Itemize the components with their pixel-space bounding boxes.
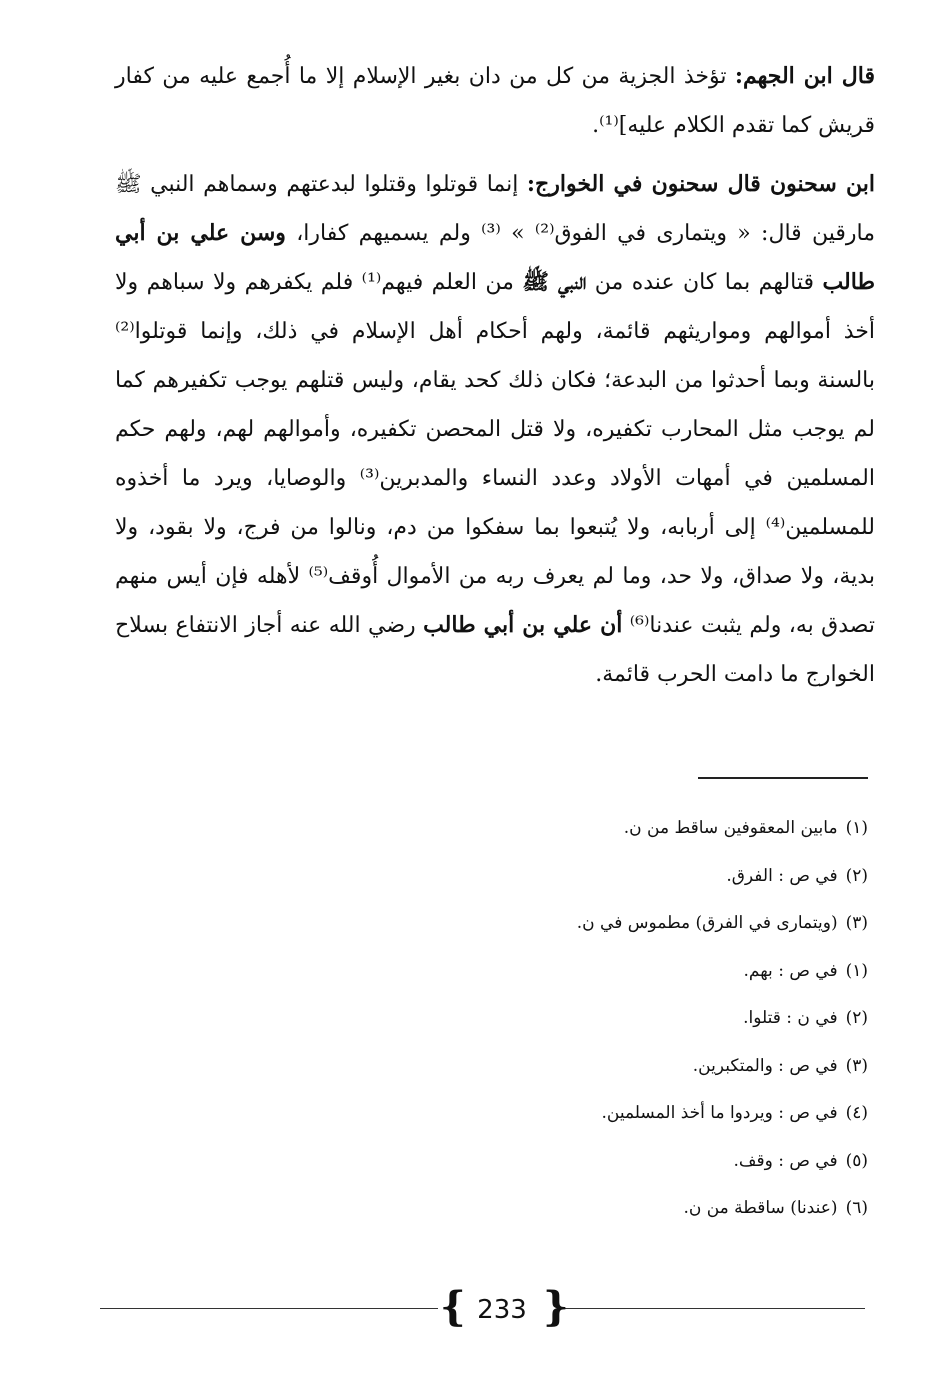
footnote-text: في ص : بهم. — [743, 960, 838, 981]
paragraph-text: تؤخذ الجزية من كل من دان بغير الإسلام إلا ما أُجمع عليه من كفار قريش كما تقدم الكلام عليه]⁽¹⁾. — [115, 64, 875, 138]
footnote-text: في ص : والمتكبرين. — [692, 1055, 838, 1076]
footnote-number: (٦) — [845, 1198, 868, 1218]
footnote-item — [420, 995, 868, 1043]
footnote-text: (عندنا) ساقطة من ن. — [683, 1198, 838, 1218]
paragraph-lead: ابن سحنون قال سحنون في الخوارج: — [526, 171, 875, 197]
paragraph-emphasis: أن علي بن أبي طالب — [423, 612, 623, 638]
paragraph-ibn-jahm — [115, 52, 875, 150]
footnote-item — [420, 948, 868, 996]
footnote-number: (١) — [845, 818, 868, 838]
footnote-text: في ص : ويردوا ما أخذ المسلمين. — [601, 1103, 838, 1123]
footnote-number: (١) — [845, 960, 868, 981]
footnote-text: في ص : الفرق. — [726, 865, 838, 886]
footnote-item — [420, 1138, 868, 1186]
page-number-bracket-close: } — [543, 1283, 569, 1330]
footnote-number: (٥) — [845, 1150, 868, 1171]
footnote-number: (٤) — [845, 1103, 868, 1123]
paragraph-sahnun — [115, 160, 875, 699]
footnote-item — [420, 1185, 868, 1233]
footnote-text: في ص : وقف. — [733, 1150, 838, 1171]
footer-rule-left — [100, 1308, 438, 1309]
footer-rule-right — [558, 1308, 865, 1309]
footnote-number: (٣) — [845, 1055, 868, 1076]
footnote-item — [420, 805, 868, 853]
page-number: 233 — [477, 1295, 527, 1325]
paragraph-emphasis: وسن علي بن أبي طالب — [115, 220, 875, 295]
paragraph-text: من العلم فيهم⁽¹⁾ فلم يكفرهم ولا سباهم ولا أخذ أموالهم ومواريثهم قائمة، ولهم أحكام أهل الإسلام في ذلك، وإنما قوتلوا⁽²⁾ بالسنة وبما أحدثوا من البدعة؛ فكان ذلك كحد يقام، وليس قتلهم يوجب تكفيرهم كما لم يوجب مثل المحارب تكفيره، ولا قتل المحصن تكفيره، وأموالهم لهم، ولهم حكم المسلمين في أمهات الأولاد وعدد النساء والمدبرين⁽³⁾ والوصايا، ويرد ما أخذوه للمسلمين⁽⁴⁾ إلى أربابه، ولا يُتبعوا بما سفكوا من دم، ونالوا من فرج، ولا بقود، ولا بدية، ولا صداق، ولا حد، وما لم يعرف ربه من الأموال أُوقف⁽⁵⁾ لأهله فإن أيس منهم تصدق به، ولم يثبت عندنا⁽⁶⁾ — [115, 270, 876, 638]
footnote-item — [420, 1090, 868, 1138]
footnote-number: (٢) — [845, 1008, 868, 1028]
page-number-bracket-open: { — [440, 1283, 466, 1330]
footnote-number: (٢) — [845, 865, 868, 886]
paragraph-text: رضي الله عنه أجاز الانتفاع بسلاح الخوارج ما دامت الحرب قائمة. — [115, 613, 875, 687]
footnote-text: في ن : قتلوا. — [743, 1008, 838, 1028]
paragraph-emphasis: النبي ﷺ — [522, 269, 587, 295]
paragraph-lead: قال ابن الجهم: — [734, 63, 875, 89]
footnote-item — [420, 853, 868, 901]
footnote-text: (ويتمارى في الفرق) مطموس في ن. — [576, 913, 838, 933]
paragraph-text: قتالهم بما كان عنده من — [586, 270, 823, 295]
footnote-separator — [698, 777, 868, 779]
paragraph-text: إنما قوتلوا وقتلوا لبدعتهم وسماهم النبي ﷺ مارقين قال: « ويتمارى في الفوق⁽²⁾ » ⁽³⁾ ولم يسميهم كفارا، — [115, 172, 875, 246]
footnote-item — [420, 900, 868, 948]
main-text — [115, 52, 875, 709]
footnote-text: مابين المعقوفين ساقط من ن. — [623, 818, 838, 838]
footnote-number: (٣) — [845, 913, 868, 933]
footnotes-list — [420, 805, 868, 1233]
footnote-item — [420, 1043, 868, 1091]
page-footer — [100, 1280, 865, 1340]
